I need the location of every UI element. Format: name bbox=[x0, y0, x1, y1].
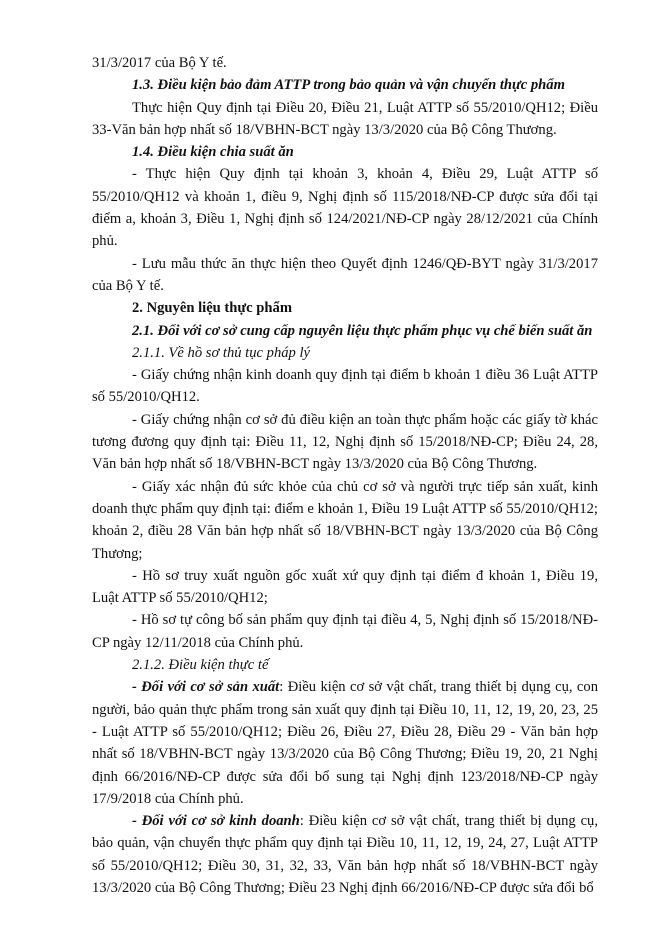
document-body bbox=[92, 52, 598, 899]
paragraph-food-samples: - Lưu mẫu thức ăn thực hiện theo Quyết định 1246/QĐ-BYT ngày 31/3/2017 của Bộ Y tế. bbox=[92, 255, 598, 294]
paragraph-production-facility bbox=[92, 676, 598, 810]
paragraph-business-license: - Giấy chứng nhận kinh doanh quy định tại điểm b khoản 1 điều 36 Luật ATTP số 55/2010/QH12. bbox=[92, 367, 598, 406]
paragraph-traceability: - Hồ sơ truy xuất nguồn gốc xuất xứ quy định tại điểm đ khoản 1, Điều 19, Luật ATTP số 55/2010/QH12; bbox=[92, 567, 598, 607]
section-heading-2: 2. Nguyên liệu thực phẩm bbox=[132, 300, 292, 317]
paragraph-portioning: - Thực hiện Quy định tại khoản 3, khoản 4, Điều 29, Luật ATTP số 55/2010/QH12 và khoản 1, điều 9, Nghị định số 115/2018/NĐ-CP được sửa đổi tại điểm a, khoản 3, Điều 1, Nghị định số 124/2021/NĐ-CP ngày 28/12/2021 của Chính phủ. bbox=[92, 166, 598, 250]
section-heading-2-1: 2.1. Đối với cơ sở cung cấp nguyên liệu thực phẩm phục vụ chế biến suất ăn bbox=[132, 322, 593, 339]
lead-trading-facility: - Đối với cơ sở kinh doanh bbox=[132, 813, 300, 830]
section-heading-2-1-2: 2.1.2. Điều kiện thực tế bbox=[132, 657, 269, 674]
paragraph-self-declaration: - Hồ sơ tự công bố sản phẩm quy định tại điều 4, 5, Nghị định số 15/2018/NĐ-CP ngày 12/11/2018 của Chính phủ. bbox=[92, 612, 598, 651]
paragraph-safety-certificate: - Giấy chứng nhận cơ sở đủ điều kiện an toàn thực phẩm hoặc các giấy tờ khác tương đương quy định tại: Điều 11, 12, Nghị định số 15/2018/NĐ-CP; Điều 24, 28, Văn bản hợp nhất số 18/VBHN-BCT ngày 13/3/2020 của Bộ Công Thương. bbox=[92, 411, 598, 473]
text-production-facility: : Điều kiện cơ sở vật chất, trang thiết bị dụng cụ, con người, bảo quản thực phẩm trong sản xuất quy định tại Điều 10, 11, 12, 19, 20, 23, 25 - Luật ATTP số 55/2010/QH12; Điều 26, Điều 27, Điều 28, Điều 29 - Văn bản hợp nhất số 18/VBHN-BCT ngày 13/3/2020 của Bộ Công Thương; Điều 19, 20, 21 Nghị định 66/2016/NĐ-CP được sửa đổi bổ sung tại Nghị định 123/2018/NĐ-CP ngày 17/9/2018 của Chính phủ. bbox=[92, 679, 598, 807]
section-heading-2-1-1: 2.1.1. Về hồ sơ thủ tục pháp lý bbox=[132, 344, 311, 361]
paragraph-storage-transport: Thực hiện Quy định tại Điều 20, Điều 21, Luật ATTP số 55/2010/QH12; Điều 33-Văn bản hợp nhất số 18/VBHN-BCT ngày 13/3/2020 của Bộ Công Thương. bbox=[92, 99, 598, 138]
paragraph-trading-facility bbox=[92, 810, 598, 899]
lead-production-facility: - Đối với cơ sở sản xuất bbox=[132, 679, 280, 696]
section-heading-1-4: 1.4. Điều kiện chia suất ăn bbox=[132, 144, 294, 161]
paragraph-health-certificate: - Giấy xác nhận đủ sức khỏe của chủ cơ sở và người trực tiếp sản xuất, kinh doanh thực phẩm quy định tại: điểm e khoản 1, Điều 19 Luật ATTP số 55/2010/QH12; khoản 2, điều 28 Văn bản hợp nhất số 18/VBHN-BCT ngày 13/3/2020 của Bộ Công Thương; bbox=[92, 478, 598, 562]
paragraph-continuation: 31/3/2017 của Bộ Y tế. bbox=[92, 55, 227, 71]
text-trading-facility: : Điều kiện cơ sở vật chất, trang thiết bị dụng cụ, bảo quản, vận chuyển thực phẩm quy định tại Điều 10, 11, 12, 19, 24, 27, Luật ATTP số 55/2010/QH12; Điều 30, 31, 32, 33, Văn bản hợp nhất số 18/VBHN-BCT ngày 13/3/2020 của Bộ Công Thương; Điều 23 Nghị định 66/2016/NĐ-CP được sửa đổi bổ bbox=[92, 813, 598, 896]
section-heading-1-3: 1.3. Điều kiện bảo đảm ATTP trong bảo quản và vận chuyển thực phẩm bbox=[132, 77, 565, 94]
